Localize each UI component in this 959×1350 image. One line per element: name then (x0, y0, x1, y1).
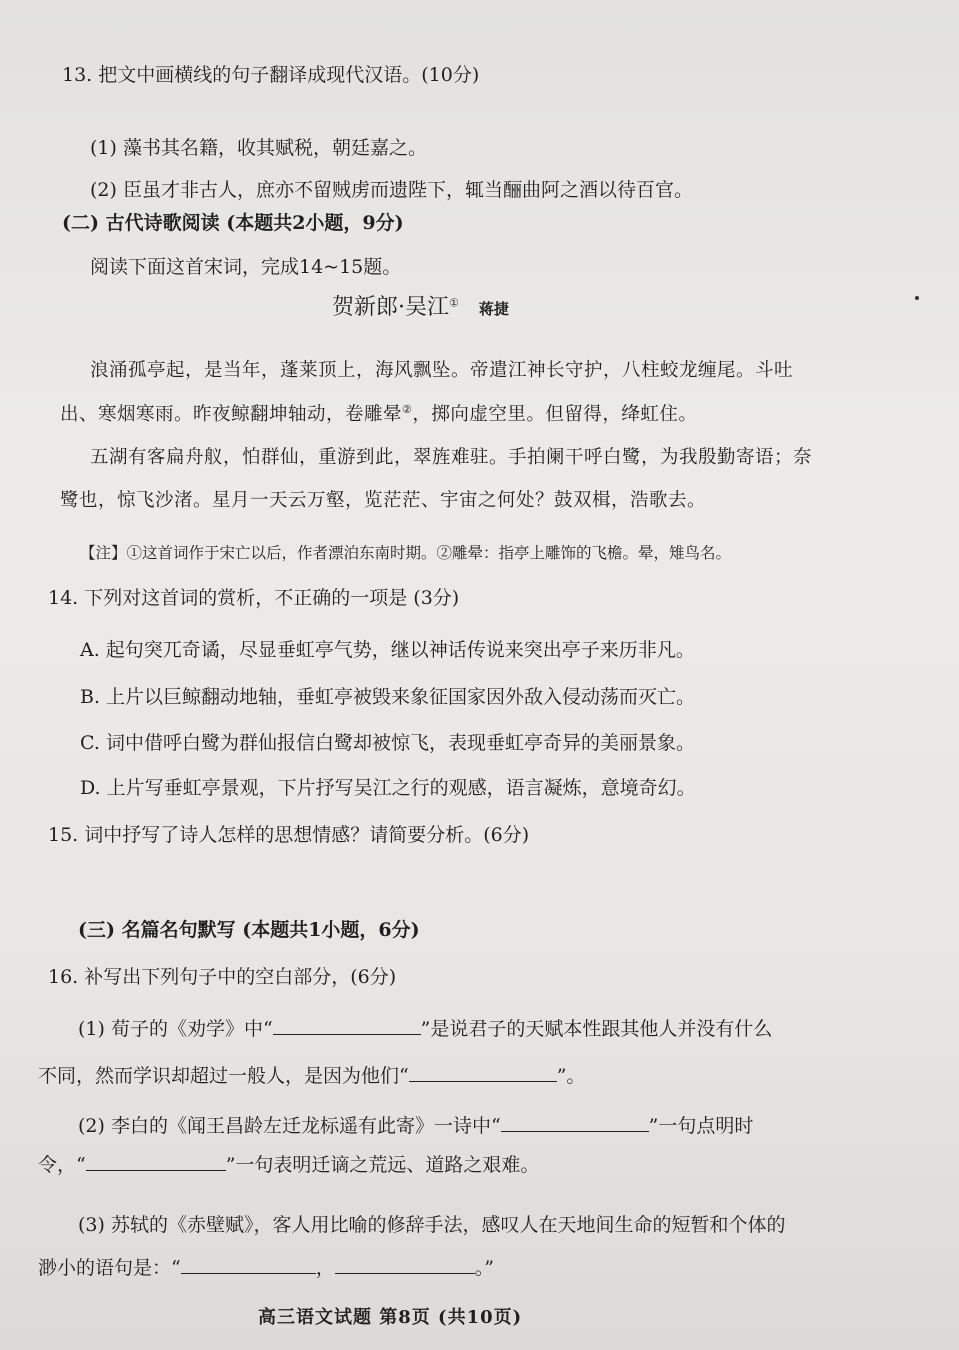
poem-note-mark-2: ② (402, 402, 413, 416)
q16-item-3-line-1: (3) 苏轼的《赤壁赋》，客人用比喻的修辞手法，感叹人在天地间生命的短暂和个体的 (78, 1214, 786, 1236)
section-3-heading: (三) 名篇名句默写 (本题共1小题，6分) (78, 919, 420, 941)
poem-line-2 (60, 400, 697, 426)
poem-author: 蒋捷 (478, 300, 509, 318)
poem-line-1: 浪涌孤亭起，是当年，蓬莱顶上，海风飘坠。帝遣江神长守护，八柱蛟龙缠尾。斗吐 (90, 360, 794, 381)
poem-title-note-mark: ① (449, 296, 459, 310)
page-footer: 高三语文试题 第8页 (共10页) (258, 1307, 523, 1328)
q16-item-2-line-2: 令，“ ”一句表明迁谪之荒远、道路之艰难。 (38, 1154, 540, 1176)
q13-item-2: (2) 臣虽才非古人，庶亦不留贼虏而遗陛下，辄当酾曲阿之酒以待百官。 (90, 179, 693, 201)
section-2-heading: (二) 古代诗歌阅读 (本题共2小题，9分) (62, 212, 404, 234)
q14-option-d: D. 上片写垂虹亭景观，下片抒写吴江之行的观感，语言凝炼，意境奇幻。 (80, 777, 696, 799)
poem-title: 贺新郎·吴江 (332, 295, 449, 320)
q14-stem: 14. 下列对这首词的赏析，不正确的一项是 (3分) (48, 587, 460, 609)
section-2-intro: 阅读下面这首宋词，完成14~15题。 (90, 256, 402, 278)
answer-blank[interactable] (335, 1255, 475, 1274)
answer-blank[interactable] (86, 1152, 226, 1171)
q13-item-1: (1) 藻书其名籍，收其赋税，朝廷嘉之。 (90, 137, 427, 159)
answer-blank[interactable] (181, 1255, 316, 1274)
q14-option-c: C. 词中借呼白鹭为群仙报信白鹭却被惊飞，表现垂虹亭奇异的美丽景象。 (80, 732, 695, 754)
poem-line-3: 五湖有客扁舟舣，怕群仙，重游到此，翠旌难驻。手拍阑干呼白鹭，为我殷勤寄语；奈 (90, 447, 813, 468)
q16-item-3-line-2: 渺小的语句是：“ ， 。” (38, 1257, 494, 1279)
q16-item-1-line-2: 不同，然而学识却超过一般人，是因为他们“ ”。 (38, 1065, 586, 1087)
q15-stem: 15. 词中抒写了诗人怎样的思想情感？请简要分析。(6分) (48, 824, 530, 846)
q16-item-2-line-1: (2) 李白的《闻王昌龄左迁龙标遥有此寄》一诗中“ ”一句点明时 (78, 1115, 754, 1137)
q13-stem: 13. 把文中画横线的句子翻译成现代汉语。(10分) (62, 64, 480, 86)
answer-blank[interactable] (409, 1063, 557, 1082)
q14-option-a: A. 起句突兀奇谲，尽显垂虹亭气势，继以神话传说来突出亭子来历非凡。 (80, 639, 695, 661)
answer-blank[interactable] (273, 1016, 421, 1035)
speck-mark (915, 296, 919, 300)
q16-item-1-line-1: (1) 荀子的《劝学》中“ ”是说君子的天赋本性跟其他人并没有什么 (78, 1018, 773, 1040)
poem-line-4: 鹭也，惊飞沙渚。星月一天云万壑，览茫茫、宇宙之何处？鼓双楫，浩歌去。 (60, 490, 707, 511)
poem-line-2a: 出、寒烟寒雨。昨夜鲸翻坤轴动，卷雕晕 (60, 404, 403, 425)
answer-blank[interactable] (501, 1113, 649, 1132)
poem-title-line (332, 290, 509, 321)
q16-stem: 16. 补写出下列句子中的空白部分，(6分) (48, 966, 397, 988)
poem-line-2b: ，掷向虚空里。但留得，绛虹住。 (412, 404, 698, 425)
poem-footnote: 【注】①这首词作于宋亡以后，作者漂泊东南时期。②雕晕：指亭上雕饰的飞檐。晕，雉鸟名。 (80, 544, 732, 562)
q14-option-b: B. 上片以巨鲸翻动地轴，垂虹亭被毁来象征国家因外敌入侵动荡而灭亡。 (80, 686, 696, 708)
